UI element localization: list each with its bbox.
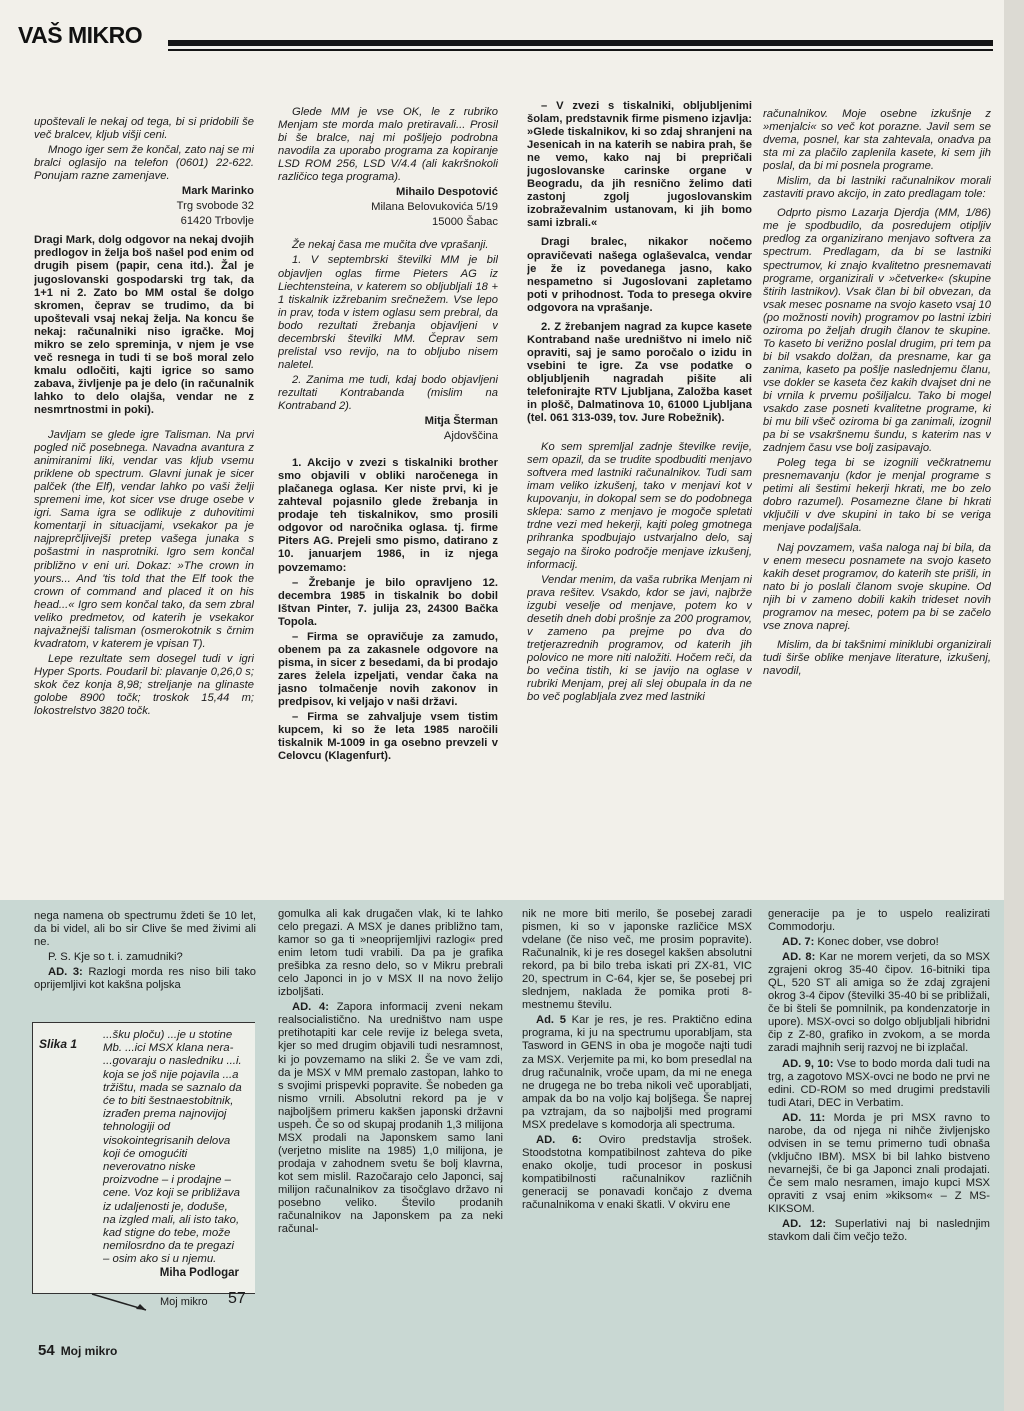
reply-paragraph: nega namena ob spectrumu ždeti še 10 let, da bi videl, ali bo sir Clive še med živimi ali ne. — [34, 910, 256, 949]
editor-reply: – V zvezi s tiskalniki, obljubljenimi šolam, predstavnik firme pismeno izjavlja: »Glede tiskalnikov, ki so zdaj shranjeni na Jesenicah in na katerih se nabira prah, še ne vemo, kako naj bi prepričali jugoslovanske carinske organe v Beogradu, da jih resnično želimo dati zastonj zgolj jugoslovanskim izobraževalnim ustanovam, ki jih bomo sami izbrali.« — [527, 100, 752, 230]
figure-signature: Miha Podlogar — [159, 1267, 239, 1279]
answer-text: Razlogi morda res niso bili tako oprijemljivi kot kakšna poljska — [34, 966, 256, 992]
letter-address: Ajdovščina — [443, 430, 498, 443]
reply-paragraph: P. S. Kje so t. i. zamudniki? — [48, 951, 183, 964]
letter-address: 15000 Šabac — [432, 216, 498, 229]
letter-signature: Mark Marinko — [181, 185, 254, 198]
letter-signature: Mitja Šterman — [424, 415, 498, 428]
answer-text: Vse to bodo morda dali tudi na trg, a zagotovo MSX-ovci ne bodo ne prvi ne edini. CD-ROM so med drugimi predstavili tudi Atari, DEC in Verbatim. — [768, 1057, 990, 1109]
answer-text: Oviro predstavlja strošek. Stoodstotna kompatibilnost zahteva do pike enako okolje, tudi procesor in poskusi kompatibilnosti računalnikov različnih generacij se ponavadi končajo z dvema računalnikoma v enaki škatli. V okviru ene — [522, 1133, 752, 1212]
reply-paragraph — [768, 936, 990, 949]
reply-paragraph — [522, 1014, 752, 1131]
page-edge — [1004, 0, 1024, 1411]
letter-paragraph: Glede MM je vse OK, le z rubriko Menjam ste morda malo pretiravali... Prosil bi še bralce, naj mi pošljejo podrobna navodila za uporabo programa za kopiranje LSD ROM 256, LSD V/4.4 (ali kakršnokoli različico tega programa). — [278, 106, 498, 184]
answer-label: AD. 11: — [782, 1111, 826, 1124]
letter-paragraph: Mislim, da bi lastniki računalnikov morali zastaviti pravo akcijo, in zato predlagam tole: — [763, 175, 991, 201]
letter-signature: Mihailo Despotović — [396, 186, 498, 199]
reply-paragraph — [278, 1001, 503, 1236]
column-3 — [527, 100, 752, 898]
editor-reply: Dragi Mark, dolg odgovor na nekaj dvojih predlogov in želja boš našel pod enim od drugih pisem (papir, cena itd.). Žal je jugoslovanski gospodarski trg tak, da 1+1 ni 2. Zato bo MM ostal še dolgo skromen, čeprav se trudimo, da bi upoštevali vsaj nekaj želja. Na koncu še nekaj: računalniki niso igračke. Moj mikro se zelo spreminja, v njem je vse več resnega in tudi ti se boš moral zelo kmalu odločiti, kajti igrice so samo zabava, življenje pa je delo (in računalnik lahko to delo olajša, vendar ne z nesmrtnostmi in poki). — [34, 234, 254, 416]
answer-text: Kar je res, je res. Praktično edina programa, ki ju na spectrumu uporabljam, sta Tasword in GENS in oba je mogoče najti tudi za MSX. Verjemite pa mi, ko bom presedlal na drug računalnik, vroče upam, da mi ne enega ne drugega ne bo treba nikoli več uporabljati, ampak da bo na voljo kaj boljšega. Še naprej pa vztrajam, da so najboljši med programi MSX predelave s komodorja ali spectruma. — [522, 1014, 752, 1131]
lower-column-4 — [768, 908, 990, 1378]
masthead — [18, 22, 993, 56]
reply-paragraph — [768, 951, 990, 1055]
letter-paragraph: 2. Zanima me tudi, kdaj bodo objavljeni rezultati Kontrabanda (mislim na Kontraband 2). — [278, 373, 498, 412]
masthead-rule-thin — [168, 49, 993, 51]
letter-paragraph: Naj povzamem, vaša naloga naj bi bila, da v enem mesecu posnamete na svojo kaseto kakih deset programov, do katerih ste prišli, in nato bi jo poslali članom svoje skupine. Od njih bi v zameno dobili kakih trideset novih programov na mesec, potem pa bi se začelo vse znova naprej. — [763, 541, 991, 632]
figure-box — [32, 1022, 255, 1294]
column-1 — [34, 116, 254, 898]
figure-footer — [32, 1292, 254, 1318]
answer-label: AD. 7: — [782, 936, 815, 949]
letter-address: Milana Belovukovića 5/19 — [371, 201, 498, 214]
answer-text: Superlativi naj bi naslednjim stavkom dali čim večjo težo. — [768, 1218, 990, 1244]
column-2 — [278, 106, 498, 898]
reply-paragraph — [768, 1112, 990, 1216]
editor-reply: – Žrebanje je bilo opravljeno 12. decembra 1985 in tiskalnik bo dobil Ištvan Pinter, 7. julija 23, 24300 Bačka Topola. — [278, 576, 498, 628]
column-4 — [763, 108, 991, 898]
letter-paragraph: Odprto pismo Lazarja Djerdja (MM, 1/86) me je spodbudilo, da posredujem otipljiv predlog za organizirano menjavo softvera za spectrum. Predlagam, da bi se lastniki spectrumov, ki znajo kvalitetno presnemavati programe, organizirali v »četverke« (skupine štirih lastnikov). Vsak član bi bil obvezan, da vsak mesec posname na svojo kaseto vsaj 10 (po možnosti novih) programov po lastni izbiri oziroma po željah drugih članov te skupine. To kaseto bi verižno poslal drugim, pri tem pa bi bil vsakdo dolžan, da presname, kar ga zanima, kaseto pa pošlje naslednjemu članu, vse dokler se kaseta čez kakih dvajset dni ne bi vrnila k prvemu pošiljalcu. Tako bi mogel vsakdo zase posneti kvalitetne programe, ki bi mu bili všeč oziroma bi ga zanimali, izognil pa bi se vsakršnemu šundu, s katerim nas v zadnjem času vse bolj zasipavajo. — [763, 207, 991, 455]
answer-label: AD. 6: — [536, 1133, 582, 1146]
answer-text: Kar ne morem verjeti, da so MSX zgrajeni okrog 35-40 čipov. 16-bitniki tipa QL, 520 ST ali amiga so že zdaj zgrajeni okrog 3-4 čipov (številki 35-40 bi se približali, če bi šteli še pomnilnik, pa kondenzatorje in upore). MSX-ovci so dolgo obljubljali hibridni čip z Z-80, grafiko in zvokom, a se morda zaradi majhnih serij razvoj ne bi izplačal. — [768, 951, 990, 1055]
publication-name: Moj mikro — [60, 1344, 118, 1358]
answer-text: Morda je pri MSX ravno to narobe, da od njega ni nihče življenjsko odvisen in se temu primerno tudi obnaša (vključno IBM). MSX bi bil lahko bistveno nevarnejši, če bi ga Japonci znali prodajati. Če sem malo nesramen, imajo kupci MSX opraviti z vsaj enim »kiksom« – Z MS-KIKSOM. — [768, 1111, 990, 1216]
page-folio — [38, 1342, 117, 1359]
section-title: VAŠ MIKRO — [18, 22, 143, 48]
reply-paragraph — [768, 1058, 990, 1110]
figure-label: Slika 1 — [39, 1037, 78, 1051]
answer-text: Zapora informacij zveni nekam realsocialistično. Na uredništvo nam uspe pretihotapiti kar cele revije iz belega sveta, kjer so med drugim objavili tudi nesramnost, ki jo povzemamo na sliki 2. Še ve vam zdi, da je MSX v MM premalo zastopan, lahko to s svojimi prispevki popravite. Še nobeden ga nismo vrnili. Absolutni rekord pa je v najboljšem primeru kakšen japonski državni uspeh. Če so od skupaj prodanih 1,3 milijona MSX prodali na Japonskem samo lani (verjetno mislite na 1985) 1,0 milijona, je prodaja v zahodnem svetu še bolj klavrna, kot sem mislil. Razočarajo celo Japonci, saj milijon računalnikov za tisočglavo državo ni posebno veliko. Število prodanih računalnikov na Japonskem pa za neki računal- — [278, 1001, 503, 1236]
answer-label: AD. 3: — [48, 966, 83, 979]
editor-reply: 2. Z žrebanjem nagrad za kupce kasete Kontraband naše uredništvo ni imelo nič opraviti, saj je samo poročalo o izidu in vsebini te igre. Za vse podatke o obljubljenih nagradah pišite ali telefonirajte RTV Ljubljana, Založba kaset in plošč, Dalmatinova 10, 61000 Ljubljana (tel. 061 313-039, tov. Jure Robežnik). — [527, 320, 752, 425]
answer-label: AD. 9, 10: — [782, 1057, 834, 1070]
letter-paragraph: Mislim, da bi takšnimi miniklubi organizirali tudi širše oblike menjave literature, izkušenj, navodil, — [763, 638, 991, 677]
reply-paragraph: generacije pa je to uspelo realizirati Commodorju. — [768, 908, 990, 934]
answer-text: Konec dober, vse dobro! — [814, 936, 939, 949]
lower-column-1 — [34, 910, 256, 1010]
editor-reply: – Firma se zahvaljuje vsem tistim kupcem, ki so že leta 1985 naročili tiskalnik M-1009 in ga osebno prevzeli v Celovcu (Klagenfurt). — [278, 711, 498, 763]
reply-paragraph — [768, 1218, 990, 1244]
reply-paragraph — [34, 966, 256, 992]
letter-paragraph: 1. V septembrski številki MM je bil objavljen oglas firme Pieters AG iz Liechtensteina, v katerem so obljubljali 18 + 1 tiskalnik izžrebanim srečnežem. Vse lepo in prav, toda v istem oglasu sem prebral, da bodo rezultati žrebanja objavljeni v decembrski številki MM. Čeprav sem prelistal vso revijo, na to obljubo nisem naletel. — [278, 254, 498, 371]
letter-paragraph: Že nekaj časa me mučita dve vprašanji. — [292, 239, 489, 252]
letter-paragraph: Vendar menim, da vaša rubrika Menjam ni prava rešitev. Vsakdo, kdor se javi, najbrže izgubi veselje od menjave, potem ko v desetih dneh dobi prošnje za 200 programov, v zameno pa prejme po dva do tretjerazrednih programov, od katerih jih polovico ne more niti naložiti. Hočem reči, da bo večina tistih, ki se javijo na oglase v rubriki Menjam, prej ali slej obupala in da ne bo več poglabljala zvez med lastniki — [527, 573, 752, 704]
lower-column-3 — [522, 908, 752, 1378]
letter-paragraph: računalnikov. Moje osebne izkušnje z »menjalci« so več kot porazne. Javil sem se dvema, posnel, kar sta zahtevala, onadva pa sta mi za plačilo zaplenila kasete, ki sem jih poslal, da bi mi posnela programe. — [763, 108, 991, 173]
editor-reply: 1. Akcijo v zvezi s tiskalniki brother smo objavili v obliki naročenega in plačanega oglasa. Ker niste prvi, ki je zahteval pojasnilo glede žrebanja in prodaje teh tiskalnikov, smo prosili odgovor od naročnika oglasa. tj. firme Piters AG. Prejeli smo pismo, datirano z 10. januarjem 1986, in iz njega povzemamo: — [278, 457, 498, 574]
figure-source-label: Moj mikro — [160, 1296, 208, 1308]
letter-paragraph: upoštevali le nekaj od tega, bi si pridobili še več bralcev, kljub višji ceni. — [34, 116, 254, 142]
letter-address: 61420 Trbovlje — [180, 215, 254, 228]
reply-paragraph: nik ne more biti merilo, še posebej zaradi pismen, ki so v japonske različice MSX vdelane (če niso več, me prosim popravite). Računalnik, ki je res dosegel kakšen absolutni rekord, pa bi bilo treba iskati pri ZX-81, VIC 20, spectrum in C-64, kjer se, še posebej pri slednjem, naklada že pomika proti 8-mestnemu številu. — [522, 908, 752, 1012]
arrow-icon — [90, 1292, 150, 1312]
answer-label: Ad. 5 — [536, 1014, 566, 1027]
figure-text: ...šku ploču) ...je u stotine Mb. ...ici MSX klana nera- ...govaraju o nasledniku ...i. koja se još nije pojavila ...a tržištu, mada se saznalo da će to biti šestnaestobitnik, izrađen prema najnovijoj tehnologiji od visokointegrisanih delova koji će omogućiti neverovatno niske proizvodne – i prodajne – cene. Voz koji se približava iz udaljenosti je, doduše, na izgled mali, ali isto tako, kad stigne do tebe, može nemilosrdno da te pregazi – osim ako si u njemu. — [103, 1029, 242, 1266]
reply-paragraph — [522, 1134, 752, 1212]
reply-paragraph: gomulka ali kak drugačen vlak, ki te lahko celo pregazi. A MSX je danes približno tam, kamor so ga ti »neoprijemljivi razlogi« pred enim letom tudi vrabili. Da pa je grafika prešibka za resno delo, so v Mikru prebrali celo Japonci in jo v MSX II na novo želijo izboljšati. — [278, 908, 503, 999]
answer-label: AD. 8: — [782, 951, 816, 964]
letter-paragraph: Ko sem spremljal zadnje številke revije, sem opazil, da se trudite spodbuditi menjavo softvera med lastniki računalnikov. Tudi sam imam veliko izkušenj, tako v menjavi kot v kupovanju, in dokopal sem se do podobnega sklepa: samo z menjavo je mogoče spletati trdne vezi med hekerji, kajti poleg gmotnega prihranka spodbujajo ustvarjalno delo, saj segajo na široko področje menjave izkušenj, informacij. — [527, 441, 752, 571]
letter-address: Trg svobode 32 — [176, 200, 254, 213]
editor-reply: Dragi bralec, nikakor nočemo opravičevati našega oglaševalca, vendar je že iz povedanega jasno, kako nespametno si Jugoslovani zapletamo poti v prihodnost. Toda to presega okvire odgovora na vprašanje. — [527, 236, 752, 314]
letter-paragraph: Poleg tega bi se izognili večkratnemu presnemavanju (kdor je menjal programe s petimi ali šestimi hekerji hkrati, me bo zelo dobro razumel). Posamezne člane bi hkrati vključili v dve skupini in tako bi se veriga menjave podaljšala. — [763, 457, 991, 535]
page-number: 54 — [38, 1342, 55, 1359]
letter-paragraph: Lepe rezultate sem dosegel tudi v igri Hyper Sports. Poudaril bi: plavanje 0,26,0 s; skok čez konja 8,98; streljanje na glinaste golobe 8900 točk; troskok 15,44 m; lokostrelstvo 3820 točk. — [34, 652, 254, 718]
lower-column-2 — [278, 908, 503, 1378]
editor-reply: – Firma se opravičuje za zamudo, obenem pa za zakasnele odgovore na pisma, in sicer z besedami, da bi prodajo zares želela izpeljati, vendar čaka na jasno tolmačenje novih zakonov in predpisov, ki veljajo v naši državi. — [278, 630, 498, 708]
letter-paragraph: Mnogo iger sem že končal, zato naj se mi bralci oglasijo na telefon (0601) 22-622. Ponujam razne zamenjave. — [34, 144, 254, 183]
answer-label: AD. 4: — [292, 1001, 329, 1014]
masthead-rule — [168, 40, 993, 46]
letter-paragraph: Javljam se glede igre Talisman. Na prvi pogled nič posebnega. Navadna avantura z animiranimi liki, vendar vas kljub vsemu priklene ob spectrum. Glavni junak je sicer palček (the Elf), vendar lahko po vaši želji spremeni ime, kot sicer vse druge osebe v igri. Sama igra se odlikuje z duhovitimi komentarji in situacijami, vsekakor pa je najpreprčljivejši pretep vašega junaka s pošastmi in nasprotniki. Igro sem končal približno v eni uri. Dokaz: »The crown in yours... And 'tis told that the Elf took the crown of command and placed it on his head...« Igro sem končal tako, da sem zbral veliko predmetov, od katerih je vsekakor najvažnejši talisman (osmerokotnik s črnim kvadratom, v katerem je vpisan T). — [34, 429, 254, 650]
figure-source-page: 57 — [228, 1290, 246, 1307]
answer-label: AD. 12: — [782, 1218, 827, 1231]
